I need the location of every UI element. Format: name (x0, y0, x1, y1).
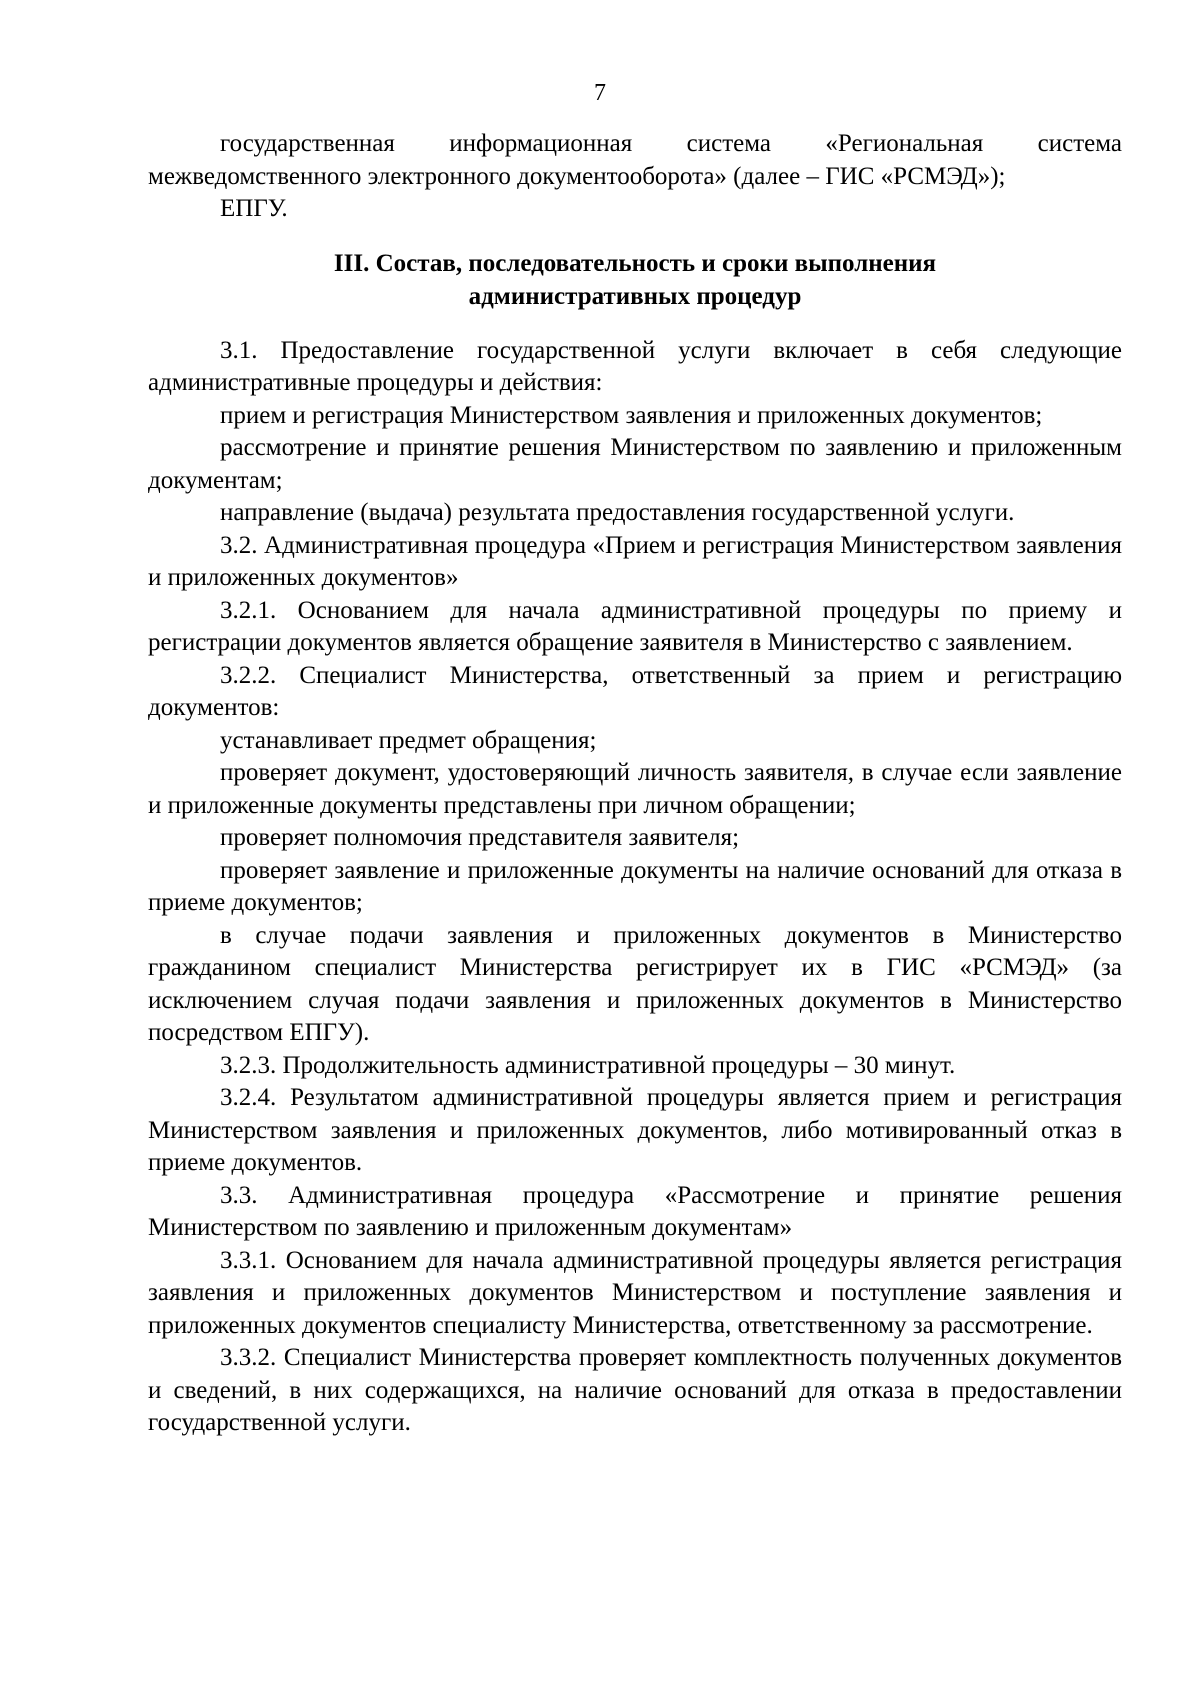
body-paragraph: 3.3. Административная процедура «Рассмотрение и принятие решения Министерством по заявлению и приложенным документам» (148, 1181, 1122, 1241)
body-paragraph: 3.3.2. Специалист Министерства проверяет комплектность полученных документов и сведений, в них содержащихся, на наличие оснований для отказа в предоставлении государственной услуги. (148, 1344, 1122, 1436)
intro-paragraph: ЕПГУ. (220, 195, 288, 222)
body-paragraph: 3.3.1. Основанием для начала административной процедуры является регистрация заявления и приложенных документов Министерством и поступление заявления и приложенных документов специалисту Министерства, ответственному за рассмотрение. (148, 1246, 1122, 1339)
body-paragraph: проверяет документ, удостоверяющий личность заявителя, в случае если заявление и приложенные документы представлены при личном обращении; (148, 759, 1122, 819)
section-heading (148, 247, 1122, 313)
body-paragraph: в случае подачи заявления и приложенных документов в Министерство гражданином специалист Министерства регистрирует их в ГИС «РСМЭД» (за исключением случая подачи заявления и приложенных документов в Министерство посредством ЕПГУ). (148, 921, 1122, 1046)
document-body (148, 128, 1122, 1440)
body-paragraph: проверяет заявление и приложенные документы на наличие оснований для отказа в приеме документов; (148, 856, 1122, 916)
body-paragraph: проверяет полномочия представителя заявителя; (220, 824, 740, 851)
body-paragraph: 3.2.3. Продолжительность административной процедуры – 30 минут. (220, 1051, 956, 1079)
body-paragraph: 3.2.2. Специалист Министерства, ответственный за прием и регистрацию документов: (148, 661, 1122, 721)
body-paragraph: прием и регистрация Министерством заявления и приложенных документов; (220, 401, 1043, 429)
section-heading-line: административных процедур (468, 282, 802, 310)
body-paragraph: 3.2.4. Результатом административной процедуры является прием и регистрация Министерством заявления и приложенных документов, либо мотивированный отказ в приеме документов. (148, 1084, 1122, 1176)
intro-paragraph: государственная информационная система «Региональная система межведомственного электронного документооборота» (далее – ГИС «РСМЭД»); (148, 130, 1122, 190)
body-paragraph: 3.2. Административная процедура «Прием и регистрация Министерством заявления и приложенных документов» (148, 531, 1122, 591)
section-heading-line: III. Состав, последовательность и сроки выполнения (333, 249, 937, 277)
body-paragraph: направление (выдача) результата предоставления государственной услуги. (220, 499, 1015, 526)
body-paragraph: рассмотрение и принятие решения Министерством по заявлению и приложенным документам; (148, 434, 1122, 494)
body-paragraph: 3.2.1. Основанием для начала административной процедуры по приему и регистрации документов является обращение заявителя в Министерство с заявлением. (148, 596, 1122, 656)
body-paragraph: 3.1. Предоставление государственной услуги включает в себя следующие административные процедуры и действия: (148, 336, 1122, 396)
body-paragraph: устанавливает предмет обращения; (220, 726, 597, 754)
page-number: 7 (594, 80, 606, 106)
